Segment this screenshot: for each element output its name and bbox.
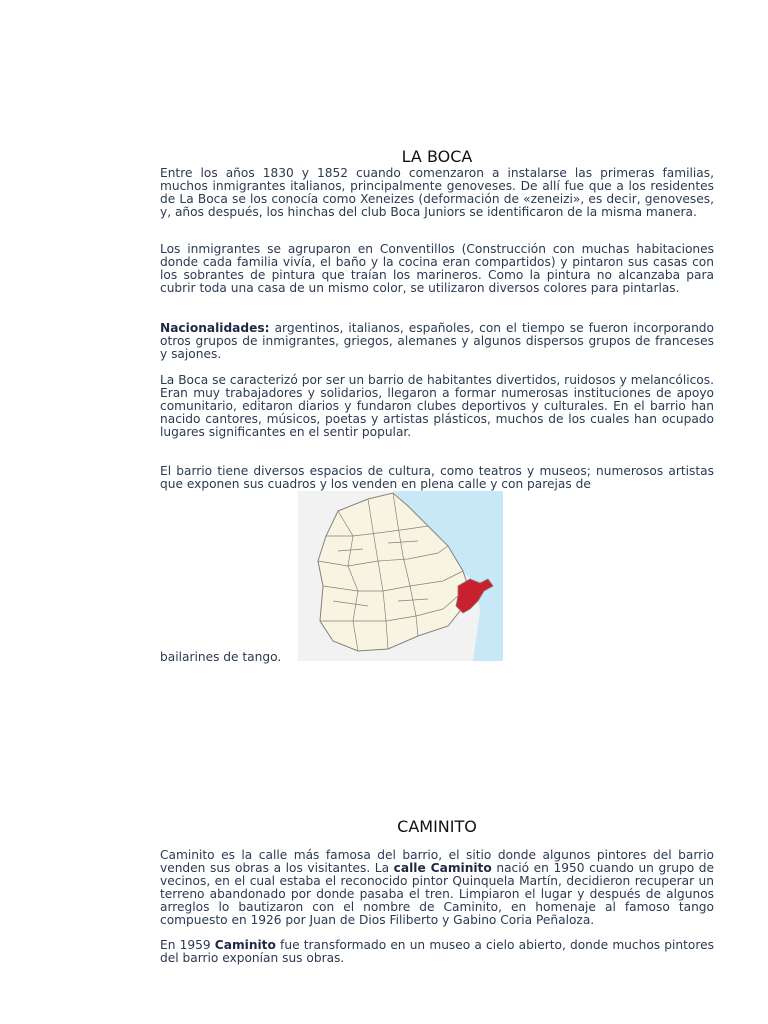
paragraph-cultura: El barrio tiene diversos espacios de cultura, como teatros y museos; numerosos artistas que exponen sus cuadros y los venden en plena calle y con parejas de <box>160 464 714 491</box>
section-title-caminito: CAMINITO <box>397 817 477 836</box>
caminito-text-b: nació en 1950 cuando un grupo de vecinos, en el cual estaba el reconocido pintor Quinquela Martín, decidieron recuperar un terreno abandonado por donde pasaba el tren. Limpiaron el lugar y después de algunos arreglos lo bautizaron con el nombre de Caminito, en homenaje al famoso tango compuesto en 1926 por Juan de Dios Filiberto y Gabino Coria Peñaloza. <box>160 861 714 927</box>
museo-text-b: fue transformado en un museo a cielo abierto, donde muchos pintores del barrio exponían sus obras. <box>160 938 714 965</box>
paragraph-caracter: La Boca se caracterizó por ser un barrio de habitantes divertidos, ruidosos y melancólicos. Eran muy trabajadores y solidarios, llegaron a formar numerosas instituciones de apoyo comunitario, editaron diarios y fundaron clubes deportivos y culturales. En el barrio han nacido cantores, músicos, poetas y artistas plásticos, muchos de los cuales han ocupado lugares significantes en el sentir popular. <box>160 373 714 439</box>
calle-caminito-bold: calle Caminito <box>393 861 492 875</box>
paragraph-caminito <box>160 849 714 927</box>
caminito-text-a: Caminito es la calle más famosa del barrio, el sitio donde algunos pintores del barrio venden sus obras a los visitantes. La <box>160 848 714 875</box>
paragraph-tango: bailarines de tango. <box>160 650 282 664</box>
section-title-la-boca: LA BOCA <box>401 147 473 166</box>
nacionalidades-text: argentinos, italianos, españoles, con el tiempo se fueron incorporando otros grupos de inmigrantes, griegos, alemanes y algunos dispersos grupos de franceses y sajones. <box>160 321 714 361</box>
paragraph-museo <box>160 939 714 965</box>
nacionalidades-label: Nacionalidades: <box>160 321 270 335</box>
museo-text-a: En 1959 <box>160 938 215 952</box>
paragraph-history: Entre los años 1830 y 1852 cuando comenzaron a instalarse las primeras familias, muchos inmigrantes italianos, principalmente genoveses. De allí fue que a los residentes de La Boca se los conocía como Xeneizes (deformación de «zeneizi», es decir, genoveses, y, años después, los hinchas del club Boca Juniors se identificaron de la misma manera. <box>160 166 714 219</box>
paragraph-conventillos: Los inmigrantes se agruparon en Conventillos (Construcción con muchas habitaciones donde cada familia vivía, el baño y la cocina eran compartidos) y pintaron sus casas con los sobrantes de pintura que traían los marineros. Como la pintura no alcanzaba para cubrir toda una casa de un mismo color, se utilizaron diversos colores para pintarlas. <box>160 242 714 295</box>
paragraph-nacionalidades <box>160 322 714 361</box>
caminito-bold: Caminito <box>214 938 276 952</box>
buenos-aires-map-image <box>298 491 503 661</box>
